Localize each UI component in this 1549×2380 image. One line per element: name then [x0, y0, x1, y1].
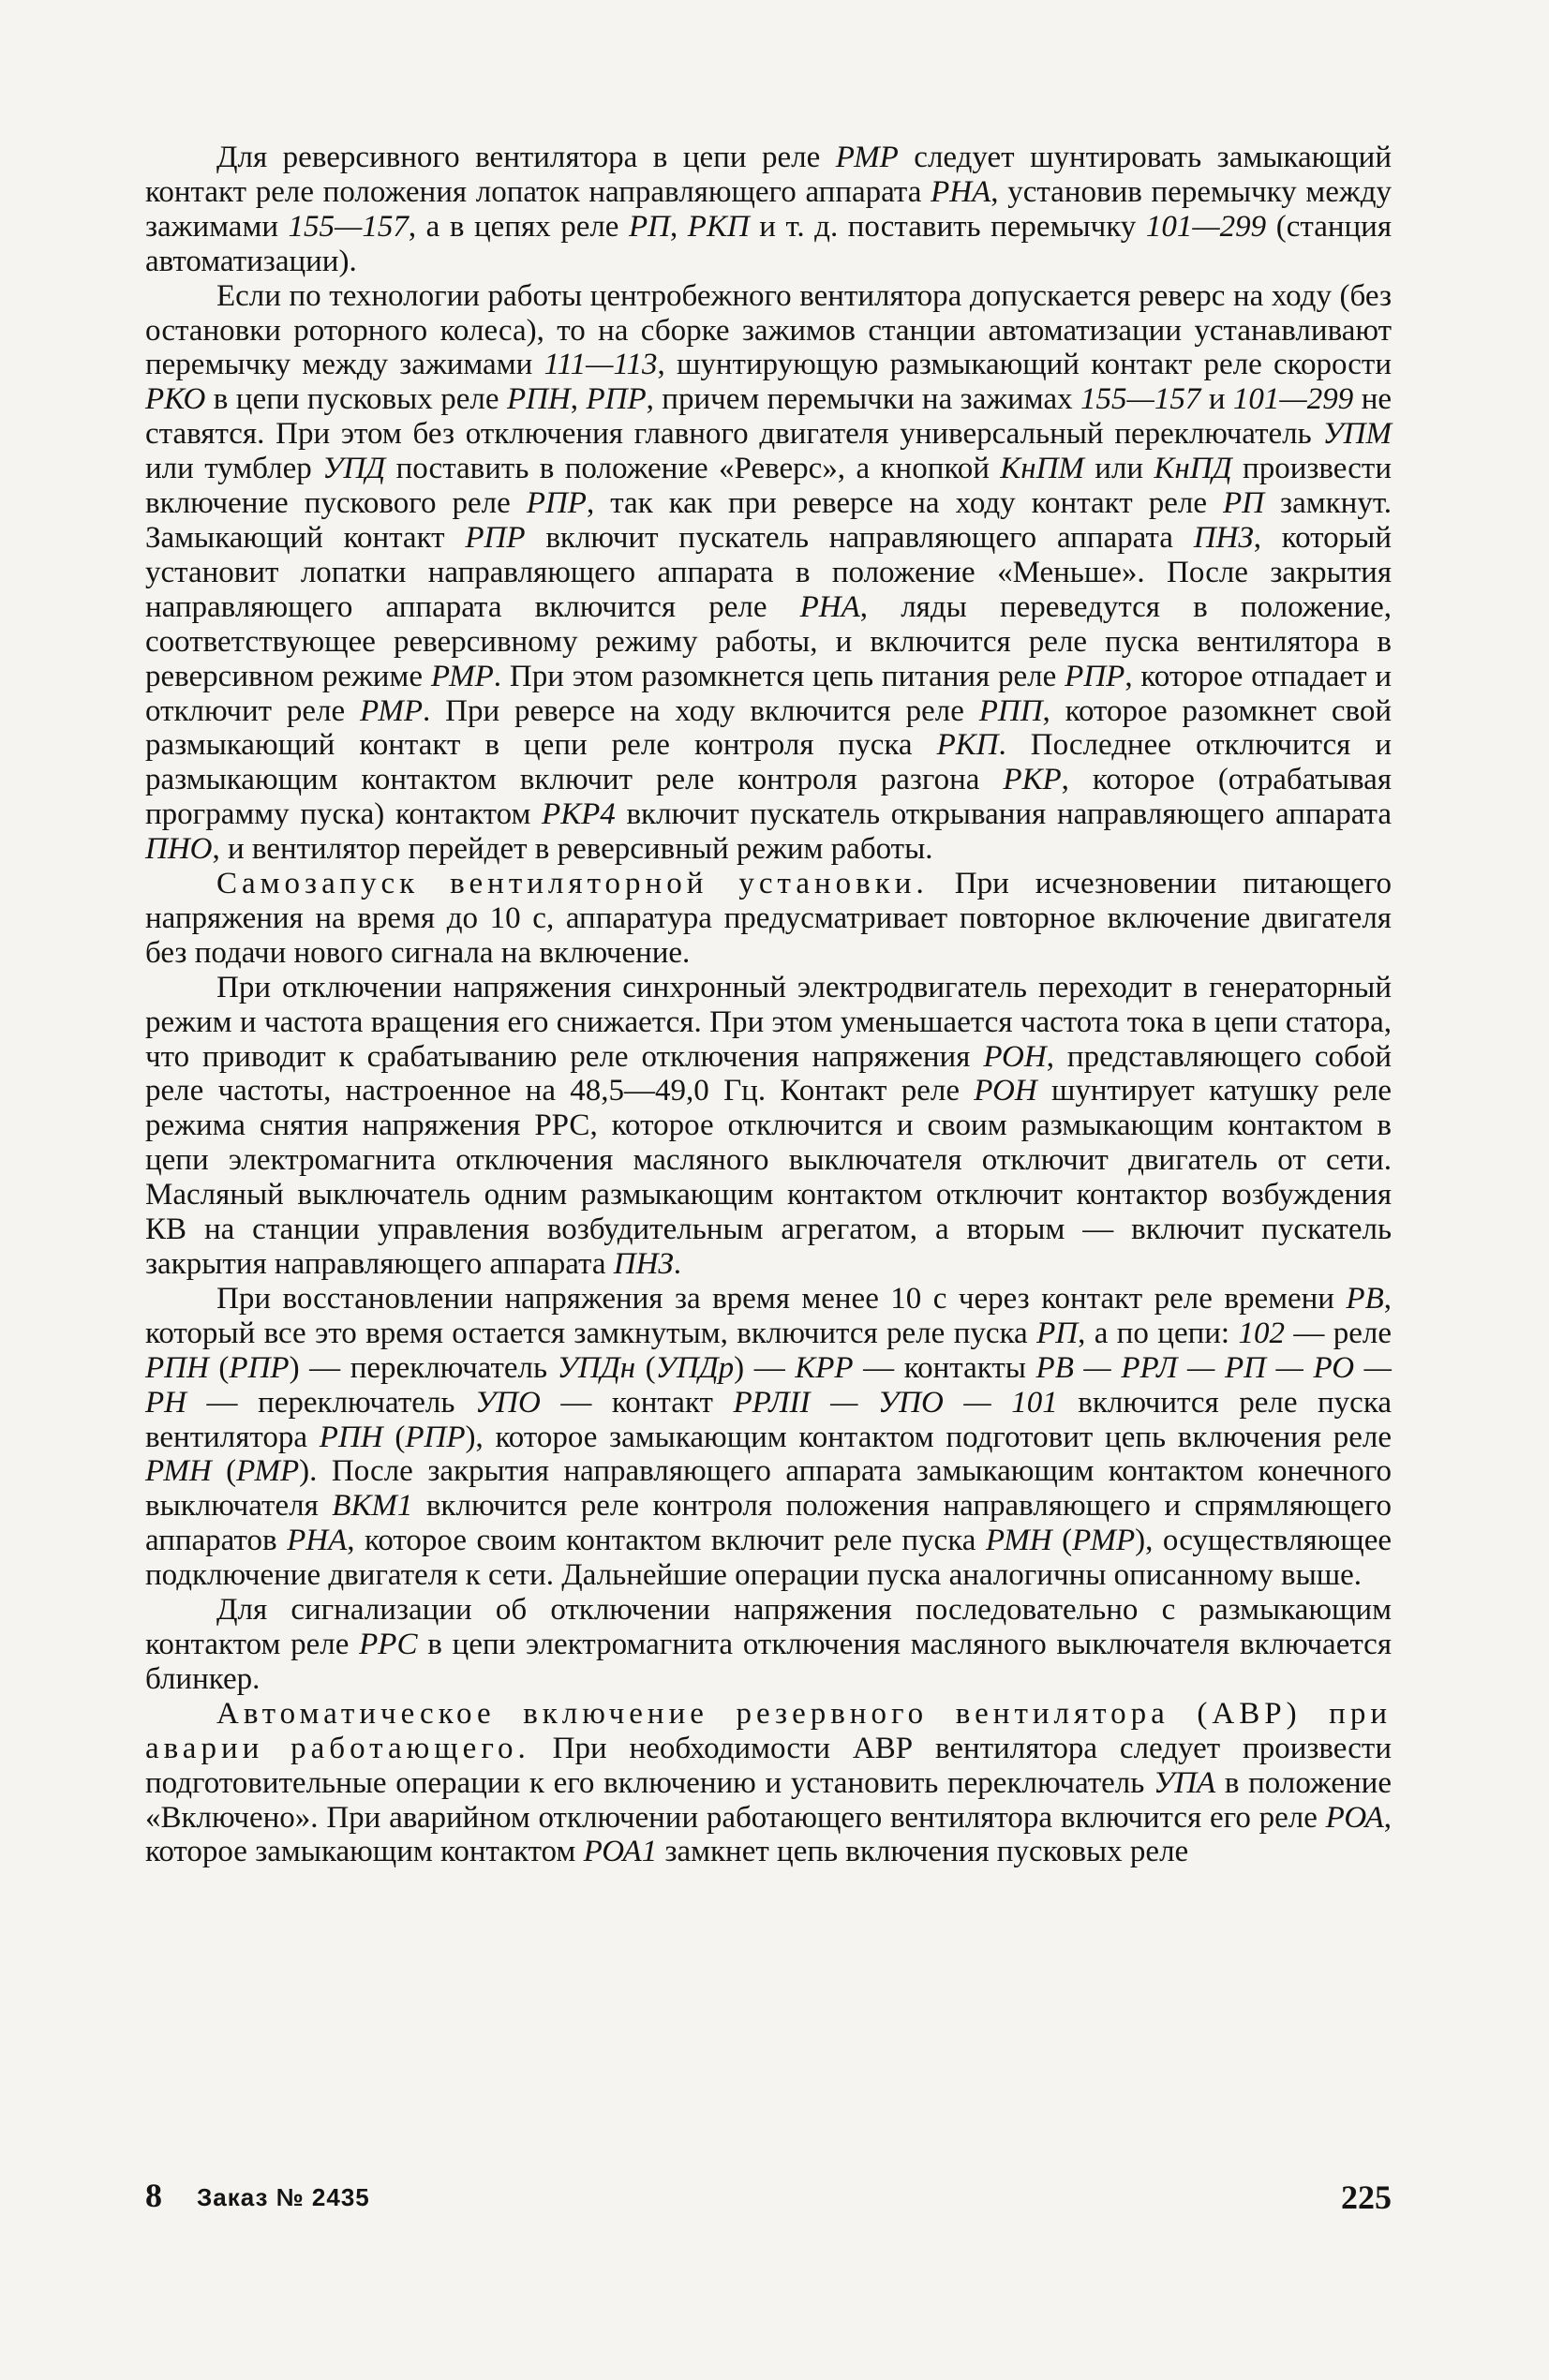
paragraph: [145, 1282, 1392, 1593]
designation-text: РКП: [687, 209, 750, 244]
paragraph-text: (: [1051, 1524, 1073, 1558]
designation-text: РНА: [799, 589, 860, 624]
designation-text: 101—299: [1232, 382, 1354, 417]
designation-text: ПНЗ: [613, 1247, 674, 1281]
designation-text: 101—299: [1145, 209, 1267, 244]
designation-text: РОН: [983, 1039, 1047, 1074]
paragraph-text: , и вентилятор перейдет в реверсивный режим работы.: [212, 832, 933, 867]
designation-text: РВ: [1346, 1281, 1384, 1316]
paragraph-text: . Последнее отключится и размыкающим контактом включит реле контроля разгона: [145, 728, 1392, 797]
designation-text: 102: [1238, 1316, 1285, 1350]
designation-text: РП: [629, 209, 670, 244]
designation-text: РПР: [586, 382, 647, 417]
paragraph-text: включит пускатель открывания направляющего аппарата: [615, 797, 1392, 832]
paragraph-text: , причем перемычки на зажимах: [646, 382, 1081, 417]
page-number: 225: [1341, 2179, 1392, 2216]
designation-text: УПО: [474, 1385, 541, 1420]
designation-text: УПМ: [1322, 417, 1392, 452]
designation-text: УПДн: [557, 1350, 636, 1385]
designation-text: УПД: [322, 452, 386, 486]
designation-text: РПР: [1065, 659, 1125, 693]
print-order-note: Заказ № 2435: [197, 2183, 370, 2211]
paragraph-text: Для реверсивного вентилятора в цепи реле: [216, 141, 836, 174]
paragraph-text: в положение «Включено». При аварийном отключении работающего вентилятора включится его реле: [145, 1765, 1392, 1835]
paragraph-text: , представляющего собой реле частоты, настроенное на 48,5—49,0 Гц. Контакт реле: [145, 1039, 1392, 1108]
paragraph-text: — реле: [1284, 1316, 1392, 1350]
paragraph-text: замкнут. Замыкающий контакт: [145, 486, 1393, 555]
designation-text: УПДр: [655, 1350, 735, 1385]
paragraph-text: ,: [570, 382, 587, 417]
designation-text: ПНО: [145, 832, 213, 867]
designation-text: РПН: [145, 1350, 209, 1385]
designation-text: КнПМ: [1000, 452, 1084, 486]
designation-text: РПР: [465, 520, 526, 555]
designation-text: РП: [1223, 486, 1265, 521]
paragraph-text: произвести включение пускового реле: [145, 452, 1392, 521]
paragraph-text: , так как при реверсе на ходу контакт реле: [586, 486, 1224, 521]
designation-text: РМР: [835, 141, 899, 174]
paragraph-text: , который установит лопатки направляющего аппарата в положение «Меньше». После закрытия направляющего аппарата включится реле: [145, 520, 1392, 624]
designation-text: РМР: [430, 659, 494, 693]
paragraph-text: поставить в положение «Реверс», а кнопкой: [385, 452, 1001, 486]
paragraph-text: не ставятся. При этом без отключения главного двигателя универсальный переключатель: [145, 382, 1393, 452]
paragraph-text: (: [635, 1350, 656, 1385]
paragraph-text: следует шунтировать замыкающий контакт реле положения лопаток направляющего аппарата: [145, 141, 1392, 209]
designation-text: РПН: [506, 382, 571, 417]
designation-text: РМН: [145, 1454, 212, 1489]
paragraph-text: , которое разомкнет свой размыкающий контакт в цепи реле контроля пуска: [145, 693, 1392, 763]
designation-text: РНА: [287, 1524, 348, 1558]
paragraph-text: замкнет цепь включения пусковых реле: [657, 1835, 1189, 1869]
designation-text: ВКМ1: [332, 1489, 413, 1524]
designation-text: РВ — РРЛ — РП — РО — РН: [145, 1350, 1392, 1420]
designation-text: РКР4: [542, 797, 616, 832]
paragraph-text: , установив перемычку между зажимами: [145, 174, 1392, 244]
designation-text: КРР: [795, 1350, 854, 1385]
body-text: [145, 141, 1392, 1869]
paragraph-text: включит пускатель направляющего аппарата: [525, 520, 1194, 555]
designation-text: РКР: [1003, 763, 1062, 797]
designation-text: РОА1: [583, 1835, 658, 1869]
paragraph: [145, 141, 1392, 279]
designation-text: РМР: [236, 1454, 300, 1489]
paragraph: [145, 1593, 1392, 1697]
paragraph: [145, 867, 1392, 971]
designation-text: РМР: [360, 693, 424, 728]
section-heading-text: Самозапуск вентиляторной установки.: [216, 867, 929, 901]
paragraph-text: в цепи пусковых реле: [205, 382, 507, 417]
paragraph-text: При восстановлении напряжения за время менее 10 с через контакт реле времени: [216, 1281, 1347, 1316]
paragraph-text: ), осуществляющее подключение двигателя к сети. Дальнейшие операции пуска аналогичны описанному выше.: [145, 1524, 1393, 1593]
paragraph-text: — переключатель: [186, 1385, 475, 1420]
paragraph-text: в цепи электромагнита отключения масляного выключателя включается блинкер.: [145, 1627, 1392, 1696]
page-footer: [145, 2176, 1392, 2223]
paragraph-text: и т. д. поставить перемычку: [749, 209, 1146, 244]
paragraph-text: При необходимости АВР вентилятора следует произвести подготовительные операции к его включению и установить переключатель: [145, 1731, 1392, 1800]
paragraph: [145, 1697, 1392, 1870]
paragraph: [145, 279, 1392, 867]
paragraph-text: — контакт: [540, 1385, 734, 1420]
designation-text: РМН: [985, 1524, 1052, 1558]
paragraph-text: включится реле пуска вентилятора: [145, 1385, 1393, 1454]
designation-text: РПР: [526, 486, 587, 521]
section-heading-text: Автоматическое включение резервного вентилятора (АВР) при аварии работающего.: [145, 1696, 1392, 1765]
designation-text: 155—157: [1080, 382, 1201, 417]
paragraph-text: При исчезновении питающего напряжения на время до 10 с, аппаратура предусматривает повторное включение двигателя без подачи нового сигнала на включение.: [145, 867, 1392, 970]
paragraph-text: , а в цепях реле: [408, 209, 629, 244]
signature-sheet-number: 8: [145, 2177, 162, 2214]
designation-text: РОН: [974, 1074, 1037, 1108]
designation-text: РПР: [405, 1420, 466, 1454]
paragraph-text: — контакты: [853, 1350, 1036, 1385]
paragraph-text: (станция автоматизации).: [145, 209, 1392, 278]
paragraph-text: (: [211, 1454, 237, 1489]
designation-text: РПР: [229, 1350, 290, 1385]
paragraph-text: или тумблер: [145, 452, 323, 486]
designation-text: 155—157: [288, 209, 409, 244]
paragraph-text: ). После закрытия направляющего аппарата замыкающим контактом конечного выключателя: [145, 1454, 1392, 1524]
paragraph-text: . При этом разомкнется цепь питания реле: [493, 659, 1065, 693]
designation-text: РРС: [359, 1627, 418, 1661]
paragraph-text: ) —: [734, 1350, 796, 1385]
paragraph-text: и: [1200, 382, 1233, 417]
paragraph-text: , которое (отрабатывая программу пуска) контактом: [145, 763, 1392, 832]
paragraph-text: , а по цепи:: [1078, 1316, 1239, 1350]
paragraph-text: или: [1083, 452, 1154, 486]
designation-text: РКП: [936, 728, 999, 763]
paragraph: [145, 971, 1392, 1282]
paragraph-text: , которое своим контактом включит реле пуска: [347, 1524, 986, 1558]
paragraph-text: ) — переключатель: [289, 1350, 558, 1385]
designation-text: РКО: [145, 382, 206, 417]
designation-text: РПН: [319, 1420, 383, 1454]
paragraph-text: , которое отпадает и отключит реле: [145, 659, 1393, 728]
paragraph-text: Для сигнализации об отключении напряжения последовательно с размыкающим контактом реле: [145, 1593, 1392, 1661]
paragraph-text: (: [208, 1350, 230, 1385]
designation-text: ПНЗ: [1193, 520, 1254, 555]
designation-text: РПП: [978, 693, 1043, 728]
designation-text: УПА: [1154, 1765, 1216, 1800]
designation-text: РОА: [1325, 1800, 1384, 1835]
paragraph-text: , который все это время остается замкнутым, включится реле пуска: [145, 1281, 1392, 1350]
paragraph-text: (: [382, 1420, 406, 1454]
paragraph-text: ), которое замыкающим контактом подготовит цепь включения реле: [465, 1420, 1392, 1454]
paragraph-text: ,: [670, 209, 688, 244]
paragraph-text: включится реле контроля положения направляющего и спрямляющего аппаратов: [145, 1489, 1393, 1558]
paragraph-text: , ляды переведутся в положение, соответствующее реверсивному режиму работы, и включится реле пуска вентилятора в реверсивном режиме: [145, 589, 1392, 693]
paragraph-text: Если по технологии работы центробежного вентилятора допускается реверс на ходу (без остановки роторного колеса), то на сборке зажимов станции автоматизации устанавливают перемычку между зажимами: [145, 278, 1392, 382]
designation-text: РМР: [1072, 1524, 1136, 1558]
paragraph-text: . При реверсе на ходу включится реле: [423, 693, 979, 728]
designation-text: РРЛII — УПО — 101: [733, 1385, 1058, 1420]
designation-text: РП: [1036, 1316, 1079, 1350]
paragraph-text: При отключении напряжения синхронный электродвигатель переходит в генераторный режим и частота вращения его снижается. При этом уменьшается частота тока в цепи статора, что приводит к срабатыванию реле отключения напряжения: [145, 970, 1392, 1074]
paragraph-text: , шунтирующую размыкающий контакт реле скорости: [657, 348, 1392, 382]
designation-text: КнПД: [1154, 452, 1232, 486]
designation-text: 111—113: [544, 348, 658, 382]
paragraph-text: шунтирует катушку реле режима снятия напряжения РРС, которое отключится и своим размыкающим контактом в цепи электромагнита отключения масляного выключателя отключит двигатель от сети. Масляный выключатель одним размыкающим контактом отключит контактор возбуждения КВ на станции управления возбудительным агрегатом, а вторым — включит пускатель закрытия направляющего аппарата: [145, 1074, 1392, 1281]
paragraph-text: , которое замыкающим контактом: [145, 1800, 1392, 1869]
designation-text: РНА: [931, 174, 991, 209]
paragraph-text: .: [673, 1247, 682, 1281]
